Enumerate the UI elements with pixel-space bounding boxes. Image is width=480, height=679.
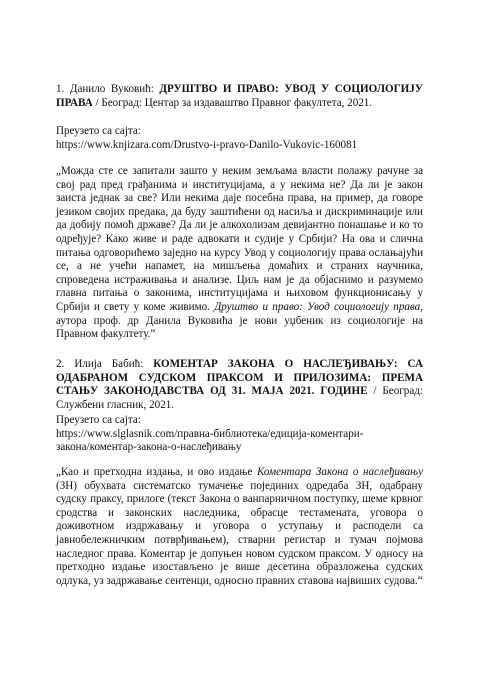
entry1-quote-end: , аутора проф. др Данила Вуковића је нови уџбеник из социологије на Правном факултету.” bbox=[56, 300, 423, 341]
entry2-source-label: Преузето са сајта: bbox=[56, 414, 141, 426]
entry2-quote-start: „Као и претходна издања, и ово издање bbox=[56, 466, 253, 478]
entry1-quote bbox=[56, 165, 423, 342]
entry2-source bbox=[56, 414, 423, 455]
entry2-source-url-line2[interactable]: закона/коментар-закона-о-наслеђивању bbox=[56, 441, 242, 454]
entry1-title: ДРУШТВО И ПРАВО: УВОД У СОЦИОЛОГИЈУ ПРАВА bbox=[56, 83, 423, 109]
entry1-author: Данило Вуковић: bbox=[69, 83, 154, 95]
entry2-quote-italic: Коментара Закона о наслеђивању bbox=[256, 466, 423, 478]
entry2-number: 2. bbox=[56, 358, 65, 370]
entry2-author: Илија Бабић: bbox=[74, 358, 144, 370]
entry1-source-url[interactable]: https://www.knjizara.com/Drustvo-i-pravo-Danilo-Vukovic-160081 bbox=[56, 138, 358, 151]
entry1-source bbox=[56, 125, 423, 152]
entry1-citation bbox=[56, 83, 423, 110]
entry1-quote-italic: Друштво и право: Увод социологију права bbox=[214, 300, 421, 313]
entry2-publication: / Београд: Службени гласник, 2021. bbox=[56, 385, 423, 411]
entry2-source-url-line1[interactable]: https://www.slglasnik.com/правна-библиотека/едиција-коментари- bbox=[56, 427, 364, 440]
entry1-quote-main: „Можда сте се запитали зашто у неким земљама власти полажу рачуне за свој рад пред грађанима и институцијама, а у некима не? Да ли је закон заиста једнак за све? Или некима даје посебна права, на пример, да говоре језиком својих предака, да буду заштићени од насиља и дискриминације или да добију помоћ државе? Да ли је алкохолизам девијантно понашање и ко то одређује? Како живе и раде адвокати и судије у Србији? На ова и слична питања одговорићемо заједно на курсу Увод у социологију права ослањајући се, а не учећи напамет, на мишљења домаћих и страних научника, спроведена истраживања и анализе. Циљ нам је да објаснимо и разумемо главна питања о законима, институцијама и њиховом функционисању у Србији и свету у коме живимо. bbox=[56, 165, 423, 313]
entry2-quote-rest: (ЗН) обухвата систематско тумачење појединих одредаба ЗН, одабрану судску праксу, прилоге (текст Закона о ванпарничном поступку, шеме крвног сродства и законских наследника, обрасце тестамената, уговора о доживотном издржавању и уговора о уступању и расподели са јавнобележничким потврђивањем), стварни регистар и тумач појмова наследног права. Коментар је допуњен новом судском праксом. У односу на претходно издање изостављено је више десетина образложења судских одлука, уз задржавање сентенци, односно правних ставова највиших судова.“ bbox=[56, 479, 423, 587]
entry2-title: КОМЕНТАР ЗАКОНА О НАСЛЕЂИВАЊУ: СА ОДАБРАНОМ СУДСКОМ ПРАКСОМ И ПРИЛОЗИМА: ПРЕМА СТАЊУ ЗАКОНОДАВСТВА ОД 31. МАЈА 2021. ГОДИНЕ bbox=[56, 358, 423, 398]
entry1-publication: / Београд: Центар за издаваштво Правног факултета, 2021. bbox=[95, 96, 373, 109]
entry1-source-label: Преузето са сајта: bbox=[56, 125, 141, 137]
entry2-citation bbox=[56, 358, 423, 412]
entry2-quote bbox=[56, 466, 423, 588]
entry1-number: 1. bbox=[56, 83, 65, 95]
